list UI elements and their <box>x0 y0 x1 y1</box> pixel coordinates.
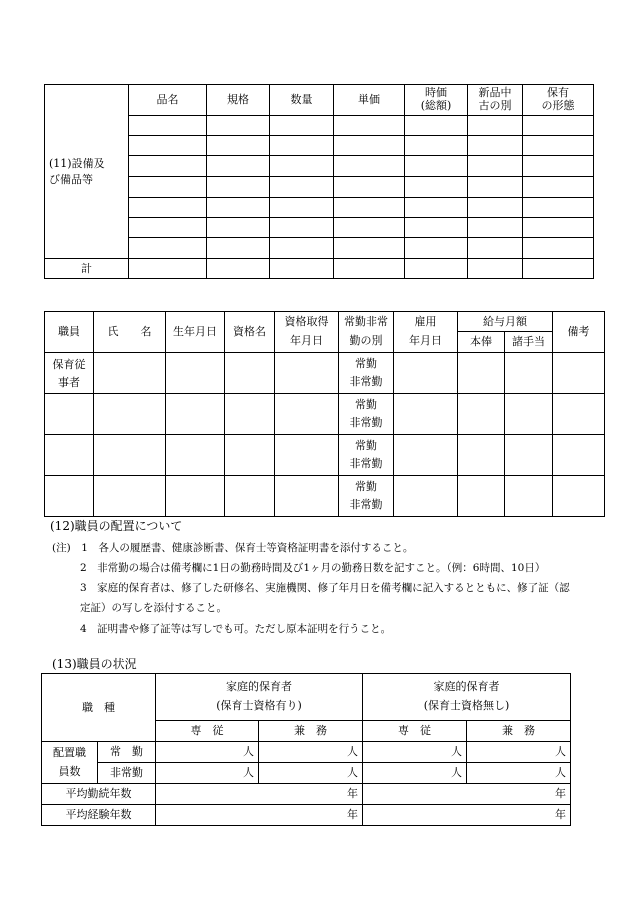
staff-name-cell[interactable] <box>94 394 166 435</box>
header-name: 氏 名 <box>94 312 166 353</box>
equipment-total-cell[interactable] <box>270 259 334 279</box>
staff-allowance-cell[interactable] <box>505 476 553 517</box>
header-salary: 給与月額 <box>458 312 553 332</box>
staff-acquired-cell[interactable] <box>275 394 339 435</box>
equipment-cell[interactable] <box>207 116 270 136</box>
col-header-market-value: 時価 (総額) <box>405 85 468 116</box>
count-cell[interactable] <box>467 763 571 784</box>
equipment-cell[interactable] <box>129 198 207 218</box>
staff-type-options[interactable]: 常勤 非常勤 <box>339 435 394 476</box>
col-header-ownership: 保有 の形態 <box>523 85 594 116</box>
equipment-cell[interactable] <box>334 198 405 218</box>
staff-hired-cell[interactable] <box>394 394 458 435</box>
col-header-spec: 規格 <box>207 85 270 116</box>
staff-role <box>45 476 94 517</box>
equipment-cell[interactable] <box>405 116 468 136</box>
qualified-concurrent: 兼 務 <box>259 721 363 742</box>
staff-hired-cell[interactable] <box>394 435 458 476</box>
equipment-cell[interactable] <box>405 136 468 156</box>
equipment-total-cell[interactable] <box>405 259 468 279</box>
years-cell[interactable] <box>363 784 571 805</box>
header-remarks: 備考 <box>553 312 605 353</box>
staff-role: 保育従 事者 <box>45 353 94 394</box>
unqualified-concurrent: 兼 務 <box>467 721 571 742</box>
staff-count-label: 配置職 員数 <box>42 742 98 784</box>
equipment-cell[interactable] <box>468 238 523 259</box>
equipment-total-cell[interactable] <box>129 259 207 279</box>
note-4: 4 証明書や修了証等は写しでも可。ただし原本証明を行うこと。 <box>80 623 392 635</box>
equipment-cell[interactable] <box>334 177 405 198</box>
equipment-cell[interactable] <box>334 156 405 177</box>
staff-allowance-cell[interactable] <box>505 353 553 394</box>
equipment-cell[interactable] <box>270 218 334 238</box>
person-unit: 人 <box>243 766 254 780</box>
equipment-cell[interactable] <box>207 177 270 198</box>
equipment-cell[interactable] <box>468 218 523 238</box>
avg-tenure-label: 平均勤続年数 <box>42 784 156 805</box>
years-cell[interactable] <box>156 805 363 826</box>
equipment-cell[interactable] <box>207 218 270 238</box>
staff-type-options[interactable]: 常勤 非常勤 <box>339 476 394 517</box>
equipment-cell[interactable] <box>129 177 207 198</box>
header-employment-type: 常勤非常 勤の別 <box>339 312 394 353</box>
year-unit: 年 <box>347 808 358 822</box>
equipment-cell[interactable] <box>129 218 207 238</box>
table-row <box>45 476 605 517</box>
person-unit: 人 <box>243 745 254 759</box>
header-role: 職員 <box>45 312 94 353</box>
status-title: (13)職員の状況 <box>52 657 137 671</box>
equipment-cell[interactable] <box>334 136 405 156</box>
person-unit: 人 <box>555 745 566 759</box>
equipment-cell[interactable] <box>523 177 594 198</box>
staff-hired-cell[interactable] <box>394 476 458 517</box>
equipment-cell[interactable] <box>523 136 594 156</box>
header-birthdate: 生年月日 <box>166 312 225 353</box>
equipment-cell[interactable] <box>523 116 594 136</box>
years-cell[interactable] <box>156 784 363 805</box>
staff-remarks-cell[interactable] <box>553 353 605 394</box>
status-table <box>41 673 571 826</box>
staff-remarks-cell[interactable] <box>553 476 605 517</box>
staff-base-pay-cell[interactable] <box>458 353 505 394</box>
table-row <box>45 435 605 476</box>
equipment-cell[interactable] <box>270 238 334 259</box>
staff-table <box>44 311 605 517</box>
equipment-total-cell[interactable] <box>523 259 594 279</box>
staff-qual-cell[interactable] <box>225 476 275 517</box>
header-base-pay: 本俸 <box>458 332 505 353</box>
equipment-cell[interactable] <box>129 156 207 177</box>
staff-birth-cell[interactable] <box>166 435 225 476</box>
equipment-cell[interactable] <box>129 238 207 259</box>
equipment-total-cell[interactable] <box>334 259 405 279</box>
equipment-table <box>44 84 594 279</box>
year-unit: 年 <box>347 787 358 801</box>
header-hired-date: 雇用 年月日 <box>394 312 458 353</box>
equipment-cell[interactable] <box>270 177 334 198</box>
equipment-cell[interactable] <box>405 238 468 259</box>
equipment-cell[interactable] <box>523 238 594 259</box>
col-header-unit-price: 単価 <box>334 85 405 116</box>
col-header-new-used: 新品中 古の別 <box>468 85 523 116</box>
equipment-cell[interactable] <box>405 218 468 238</box>
note-3-cont: 定証）の写しを添付すること。 <box>80 602 227 614</box>
year-unit: 年 <box>555 787 566 801</box>
equipment-cell[interactable] <box>523 218 594 238</box>
equipment-cell[interactable] <box>334 238 405 259</box>
equipment-cell[interactable] <box>468 156 523 177</box>
count-cell[interactable] <box>363 763 467 784</box>
group-qualified: 家庭的保育者 (保育士資格有り) <box>156 674 363 721</box>
staff-qual-cell[interactable] <box>225 435 275 476</box>
equipment-cell[interactable] <box>207 198 270 218</box>
equipment-cell[interactable] <box>270 116 334 136</box>
staff-type-options[interactable]: 常勤 非常勤 <box>339 394 394 435</box>
count-cell[interactable] <box>363 742 467 763</box>
staff-remarks-cell[interactable] <box>553 394 605 435</box>
equipment-section-label: (11)設備及 び備品等 <box>45 85 129 259</box>
year-unit: 年 <box>555 808 566 822</box>
group-unqualified: 家庭的保育者 (保育士資格無し) <box>363 674 571 721</box>
staff-name-cell[interactable] <box>94 435 166 476</box>
equipment-cell[interactable] <box>523 198 594 218</box>
header-qualification: 資格名 <box>225 312 275 353</box>
count-cell[interactable] <box>467 742 571 763</box>
equipment-cell[interactable] <box>405 156 468 177</box>
col-header-item-name: 品名 <box>129 85 207 116</box>
note-2: 2 非常勤の場合は備考欄に1日の勤務時間及び1ヶ月の勤務日数を記すこと。（例：6時間、10日） <box>80 562 546 574</box>
equipment-cell[interactable] <box>207 156 270 177</box>
equipment-cell[interactable] <box>207 238 270 259</box>
equipment-cell[interactable] <box>270 136 334 156</box>
count-cell[interactable] <box>259 763 363 784</box>
table-row <box>45 394 605 435</box>
staff-role <box>45 435 94 476</box>
equipment-cell[interactable] <box>129 116 207 136</box>
count-cell[interactable] <box>156 763 259 784</box>
note-3: 3 家庭的保育者は、修了した研修名、実施機関、修了年月日を備考欄に記入するとともに、修了証（認 <box>80 582 570 594</box>
equipment-cell[interactable] <box>523 156 594 177</box>
person-unit: 人 <box>451 766 462 780</box>
equipment-cell[interactable] <box>468 177 523 198</box>
unqualified-dedicated: 専 従 <box>363 721 467 742</box>
equipment-cell[interactable] <box>334 218 405 238</box>
staff-birth-cell[interactable] <box>166 394 225 435</box>
part-time-label: 非常勤 <box>98 763 156 784</box>
count-cell[interactable] <box>259 742 363 763</box>
staff-qual-cell[interactable] <box>225 353 275 394</box>
staff-acquired-cell[interactable] <box>275 353 339 394</box>
qualified-dedicated: 専 従 <box>156 721 259 742</box>
staff-birth-cell[interactable] <box>166 476 225 517</box>
note-1: (注) 1 各人の履歴書、健康診断書、保育士等資格証明書を添付すること。 <box>52 542 414 554</box>
col-header-quantity: 数量 <box>270 85 334 116</box>
header-allowances: 諸手当 <box>505 332 553 353</box>
avg-experience-label: 平均経験年数 <box>42 805 156 826</box>
equipment-cell[interactable] <box>207 136 270 156</box>
equipment-cell[interactable] <box>468 136 523 156</box>
equipment-cell[interactable] <box>405 198 468 218</box>
staff-birth-cell[interactable] <box>166 353 225 394</box>
table-row <box>45 353 605 394</box>
staff-acquired-cell[interactable] <box>275 476 339 517</box>
header-acquired-date: 資格取得 年月日 <box>275 312 339 353</box>
staff-base-pay-cell[interactable] <box>458 435 505 476</box>
staff-remarks-cell[interactable] <box>553 435 605 476</box>
years-cell[interactable] <box>363 805 571 826</box>
staff-hired-cell[interactable] <box>394 353 458 394</box>
equipment-cell[interactable] <box>405 177 468 198</box>
equipment-cell[interactable] <box>334 116 405 136</box>
equipment-total-cell[interactable] <box>468 259 523 279</box>
job-type-label: 職 種 <box>42 674 156 742</box>
staff-base-pay-cell[interactable] <box>458 476 505 517</box>
person-unit: 人 <box>347 766 358 780</box>
count-cell[interactable] <box>156 742 259 763</box>
staff-name-cell[interactable] <box>94 353 166 394</box>
staff-name-cell[interactable] <box>94 476 166 517</box>
equipment-total-label: 計 <box>45 259 129 279</box>
staff-allowance-cell[interactable] <box>505 435 553 476</box>
placement-title: (12)職員の配置について <box>50 519 183 533</box>
person-unit: 人 <box>347 745 358 759</box>
staff-base-pay-cell[interactable] <box>458 394 505 435</box>
equipment-cell[interactable] <box>468 198 523 218</box>
equipment-cell[interactable] <box>468 116 523 136</box>
staff-allowance-cell[interactable] <box>505 394 553 435</box>
staff-type-options[interactable]: 常勤 非常勤 <box>339 353 394 394</box>
equipment-total-cell[interactable] <box>207 259 270 279</box>
person-unit: 人 <box>451 745 462 759</box>
full-time-label: 常 勤 <box>98 742 156 763</box>
equipment-cell[interactable] <box>270 156 334 177</box>
staff-qual-cell[interactable] <box>225 394 275 435</box>
equipment-cell[interactable] <box>129 136 207 156</box>
person-unit: 人 <box>555 766 566 780</box>
staff-role <box>45 394 94 435</box>
equipment-cell[interactable] <box>270 198 334 218</box>
staff-acquired-cell[interactable] <box>275 435 339 476</box>
